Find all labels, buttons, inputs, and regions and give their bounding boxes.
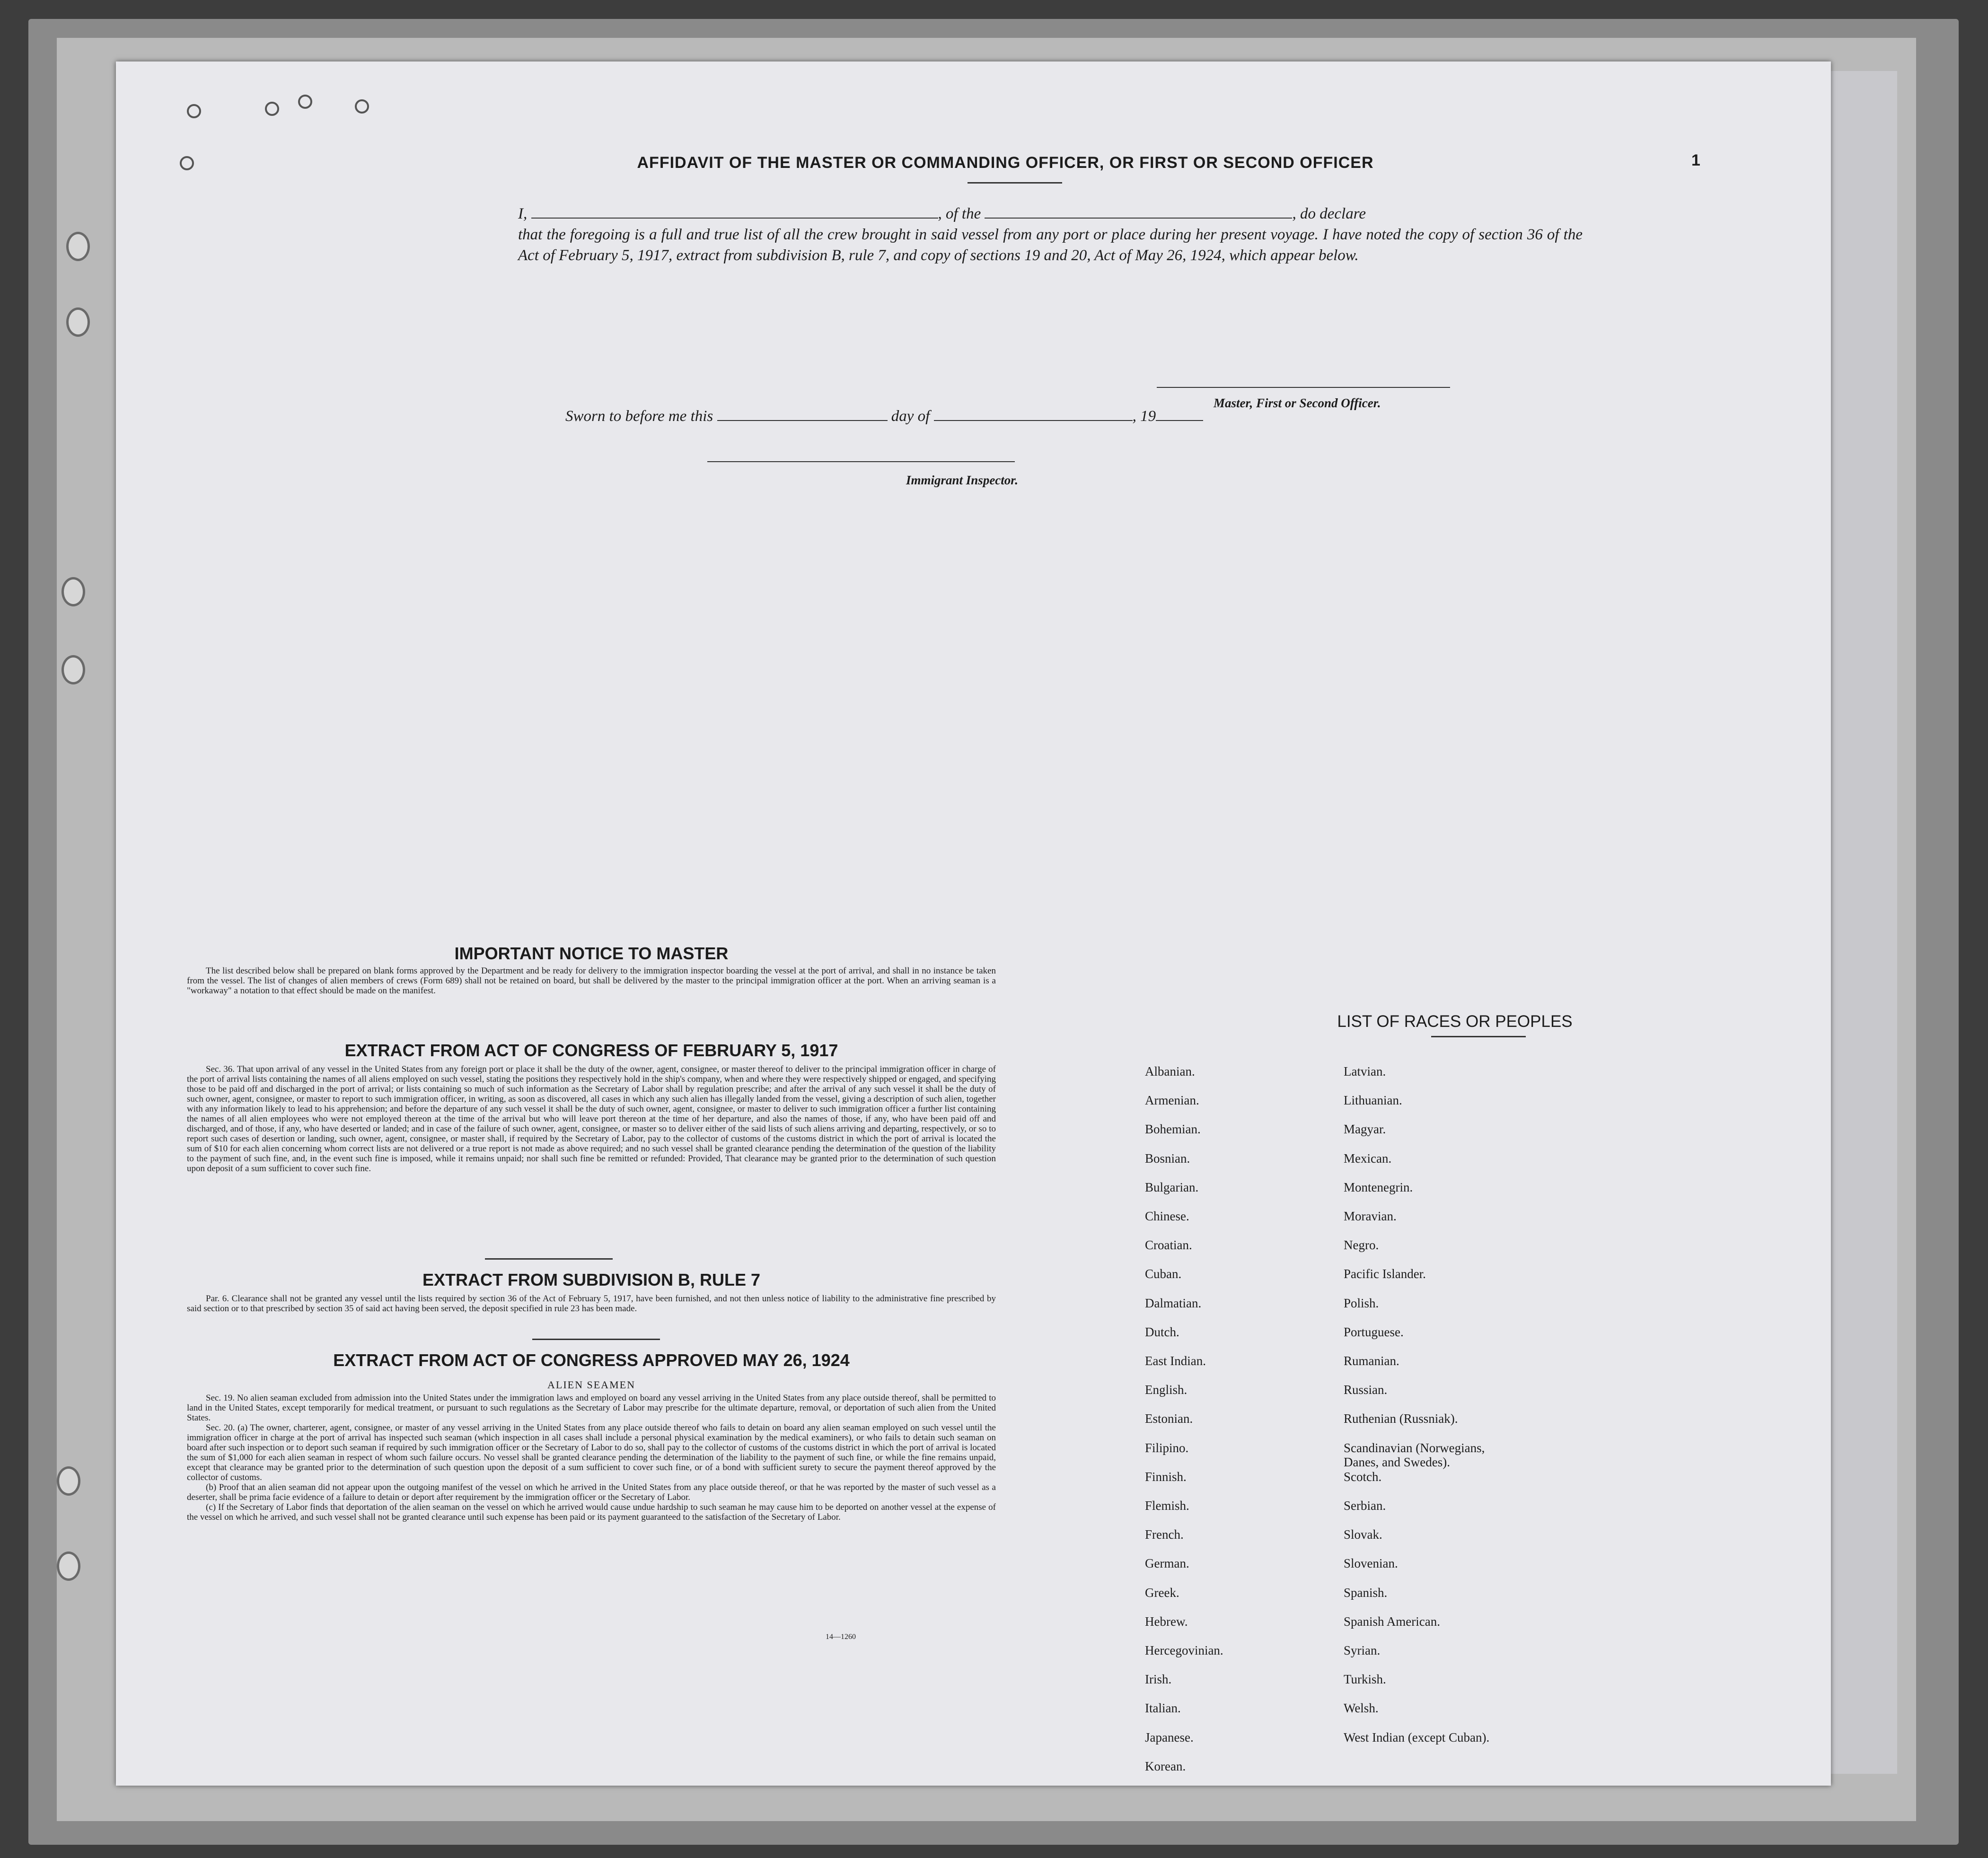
race-item: Hebrew.: [1145, 1614, 1188, 1629]
extract-1924-title: EXTRACT FROM ACT OF CONGRESS APPROVED MAY 26, 1924: [333, 1350, 850, 1370]
race-item: Japanese.: [1145, 1730, 1194, 1744]
race-item: Syrian.: [1344, 1643, 1381, 1657]
sworn-year-field[interactable]: [1156, 408, 1203, 421]
underlying-manifest-edge: [1831, 71, 1897, 1774]
race-item: Dutch.: [1145, 1324, 1179, 1339]
binder-hole: [57, 1466, 80, 1496]
race-item: Italian.: [1145, 1701, 1181, 1716]
do-declare-label: , do declare: [1292, 205, 1366, 222]
race-item: Pacific Islander.: [1344, 1267, 1426, 1281]
race-item: Scotch.: [1344, 1469, 1382, 1484]
notice-text: The list described below shall be prepared on blank forms approved by the Department and be ready for delivery to the immigration inspector boarding the vessel at the port of arrival, and shall in no instance be taken from the vessel. The list of changes of alien members of crews (Form 689) shall not be retained on board, but shall be delivered by the master to the principal immigration officer at the port. When an arriving seaman is a "workaway" a notation to that effect should be made on the manifest.: [187, 966, 996, 996]
race-item: Filipino.: [1145, 1440, 1189, 1455]
race-item: Spanish.: [1344, 1585, 1388, 1600]
race-item: Turkish.: [1344, 1672, 1386, 1687]
section-divider: [485, 1258, 613, 1260]
section-20b-text: (b) Proof that an alien seaman did not appear upon the outgoing manifest of the vessel on which he arrived in the United States from any place outside thereof, or that he was reported by the master of such vessel as a deserter, shall be prima facie evidence of a failure to detain or deport after requirement by the immigration officer or the Secretary of Labor.: [187, 1482, 996, 1502]
binder-hole: [62, 577, 85, 606]
race-item: English.: [1145, 1383, 1188, 1397]
signature-line[interactable]: [1157, 387, 1450, 388]
race-item: Slovak.: [1344, 1527, 1382, 1542]
affidavit-page: [116, 61, 1831, 1786]
race-item: West Indian (except Cuban).: [1344, 1730, 1490, 1744]
extract-1917-text: Sec. 36. That upon arrival of any vessel in the United States from any foreign port or place it shall be the duty of the owner, agent, consignee, or master thereof to deliver to the principal immigration officer in charge of the port of arrival lists containing the names of all aliens employed on such vessel, stating the positions they respectively hold in the ship's company, when and where they were respectively shipped or engaged, and specifying those to be paid off and discharged in the port of arrival; or lists containing so much of such information as the Secretary of Labor shall by regulation prescribe; and after the arrival of any such vessel it shall be the duty of such owner, agent, consignee, or master to report to such immigration officer, in writing, as soon as discovered, all cases in which any such alien has illegally landed from the vessel, giving a description of such alien, together with any information likely to lead to his apprehension; and before the departure of any such vessel it shall be the duty of such owner, agent, consignee, or master to deliver to such immigration officer a further list containing the names of all alien employees who were not employed thereon at the time of the arrival but who will leave port thereon at the time of her departure, and also the names of those, if any, who have been paid off and discharged, and of those, if any, who have deserted or landed; and in case of the failure of such owner, agent, consignee, or master so to deliver either of the said lists of such aliens arriving and departing, respectively, or so to report such cases of desertion or landing, such owner, agent, consignee, or master shall, if required by the Secretary of Labor, pay to the collector of customs of the customs district in which the port of arrival is located the sum of $10 for each alien concerning whom correct lists are not delivered or a true report is not made as above required; and no such vessel shall be granted clearance pending the determination of the question of the liability to the payment of such fine, and, in the event such fine is imposed, while it remains unpaid; nor shall such fine be remitted or refunded: Provided, That clearance may be granted prior to the determination of such question upon deposit of a sum sufficient to cover such fine.: [187, 1064, 996, 1174]
race-item: Albanian.: [1145, 1064, 1195, 1078]
sworn-line: [565, 408, 1203, 425]
race-item: Mexican.: [1344, 1151, 1392, 1166]
race-item: Lithuanian.: [1344, 1093, 1402, 1108]
subdivision-text: Par. 6. Clearance shall not be granted any vessel until the lists required by section 36 of the Act of February 5, 1917, have been furnished, and not then unless notice of liability to the administrative fine prescribed by said section or to that prescribed by section 35 of said act having been served, the deposit specified in rule 23 has been made.: [187, 1294, 996, 1314]
race-item: Hercegovinian.: [1145, 1643, 1223, 1657]
binder-hole: [62, 655, 85, 684]
section-divider: [532, 1339, 660, 1340]
race-item: Moravian.: [1344, 1209, 1397, 1223]
declarant-name-field[interactable]: [531, 205, 938, 219]
section-20a-text: Sec. 20. (a) The owner, charterer, agent, consignee, or master of any vessel arriving in the United States from any place outside thereof who fails to detain on board any alien seaman employed on such vessel until the immigration officer in charge at the port of arrival has inspected such seaman (which inspection in all cases shall include a personal physical examination by the medical examiners), or who fails to detain such seaman on board after such inspection or to deport such seaman if required by such immigration officer or the Secretary of Labor to do so, shall pay to the collector of customs of the customs district in which the port of arrival is located the sum of $1,000 for each alien seaman in respect of whom such failure occurs. No vessel shall be granted clearance pending the determination of the liability to the payment of such fine, or while the fine remains unpaid, except that clearance may be granted prior to the determination of such question upon the deposit of a sum sufficient to cover such fine, or of a bond with sufficient surety to secure the payment thereof approved by the collector of customs.: [187, 1423, 996, 1482]
extract-1924-sections: [187, 1393, 996, 1522]
sworn-prefix: Sworn to before me this: [565, 408, 713, 425]
binder-hole: [66, 307, 90, 337]
affidavit-title: AFFIDAVIT OF THE MASTER OR COMMANDING OFFICER, OR FIRST OR SECOND OFFICER: [637, 154, 1374, 172]
race-item: Welsh.: [1344, 1701, 1379, 1716]
race-item: Armenian.: [1145, 1093, 1199, 1108]
race-item: German.: [1145, 1556, 1189, 1571]
section-20c-text: (c) If the Secretary of Labor finds that deportation of the alien seaman on the vessel on which he arrived would cause undue hardship to such seaman he may cause him to be deported on another vessel at the expense of the vessel on which he arrived, and such vessel shall not be granted clearance until such expense has been paid or its payment guaranteed to the satisfaction of the Secretary of Labor.: [187, 1502, 996, 1522]
section-19-text: Sec. 19. No alien seaman excluded from admission into the United States under the immigration laws and employed on board any vessel arriving in the United States from any place outside thereof, shall be permitted to land in the United States, except temporarily for medical treatment, or pursuant to such regulations as the Secretary of Labor may prescribe for the ultimate departure, removal, or deportation of such alien from the United States.: [187, 1393, 996, 1423]
race-item: Latvian.: [1344, 1064, 1386, 1078]
race-item: East Indian.: [1145, 1354, 1206, 1368]
punch-mark: [180, 156, 194, 170]
punch-mark: [265, 102, 279, 116]
race-item: Montenegrin.: [1344, 1180, 1413, 1194]
race-item: Negro.: [1344, 1238, 1379, 1253]
race-item: Irish.: [1145, 1672, 1172, 1687]
race-item: Greek.: [1145, 1585, 1179, 1600]
race-item: Estonian.: [1145, 1411, 1193, 1426]
race-item: Magyar.: [1344, 1122, 1386, 1137]
inspector-label: Immigrant Inspector.: [906, 473, 1019, 487]
race-item: Flemish.: [1145, 1499, 1189, 1513]
race-item: Cuban.: [1145, 1267, 1182, 1281]
inspector-signature-line[interactable]: [707, 461, 1015, 462]
year-prefix: , 19: [1132, 408, 1156, 425]
title-divider: [968, 182, 1062, 184]
day-of-label: day of: [891, 408, 930, 425]
race-item: Ruthenian (Russniak).: [1344, 1411, 1458, 1426]
signature-label: Master, First or Second Officer.: [1214, 396, 1381, 410]
punch-mark: [355, 99, 369, 114]
affidavit-declaration: [518, 203, 1583, 266]
race-item: Bulgarian.: [1145, 1180, 1199, 1194]
subdivision-title: EXTRACT FROM SUBDIVISION B, RULE 7: [422, 1270, 761, 1289]
of-the-label: , of the: [938, 205, 981, 222]
race-item: Rumanian.: [1344, 1354, 1399, 1368]
sworn-day-field[interactable]: [717, 408, 888, 421]
race-item: Polish.: [1344, 1296, 1379, 1310]
race-item: Korean.: [1145, 1759, 1186, 1773]
sworn-month-field[interactable]: [934, 408, 1133, 421]
race-item: Serbian.: [1344, 1499, 1386, 1513]
race-item: Finnish.: [1145, 1469, 1187, 1484]
declarant-pronoun: I,: [518, 205, 528, 222]
race-item: Dalmatian.: [1145, 1296, 1202, 1310]
vessel-name-field[interactable]: [985, 205, 1292, 219]
binder-hole: [57, 1551, 80, 1581]
form-number: 14—1260: [826, 1633, 856, 1641]
races-title: LIST OF RACES OR PEOPLES: [1337, 1012, 1573, 1031]
extract-1917-title: EXTRACT FROM ACT OF CONGRESS OF FEBRUARY 5, 1917: [344, 1041, 838, 1060]
race-item: Russian.: [1344, 1383, 1388, 1397]
punch-mark: [187, 104, 201, 118]
punch-mark: [298, 95, 312, 109]
page-number: 1: [1691, 151, 1700, 169]
race-item: Portuguese.: [1344, 1324, 1404, 1339]
race-item: Croatian.: [1145, 1238, 1192, 1253]
race-item: Slovenian.: [1344, 1556, 1398, 1571]
race-item: Scandinavian (Norwegians, Danes, and Swedes).: [1344, 1440, 1485, 1469]
race-item: Bosnian.: [1145, 1151, 1190, 1166]
binder-hole: [66, 232, 90, 261]
race-item: Bohemian.: [1145, 1122, 1201, 1137]
races-title-divider: [1431, 1036, 1526, 1037]
race-item: French.: [1145, 1527, 1184, 1542]
race-item: Chinese.: [1145, 1209, 1189, 1223]
notice-title: IMPORTANT NOTICE TO MASTER: [454, 944, 729, 963]
declaration-body: that the foregoing is a full and true list of all the crew brought in said vessel from any port or place during her present voyage. I have noted the copy of section 36 of the Act of February 5, 1917, extract from subdivision B, rule 7, and copy of sections 19 and 20, Act of May 26, 1924, which appear below.: [518, 226, 1583, 264]
race-item: Spanish American.: [1344, 1614, 1440, 1629]
alien-seamen-subtitle: ALIEN SEAMEN: [547, 1379, 635, 1391]
